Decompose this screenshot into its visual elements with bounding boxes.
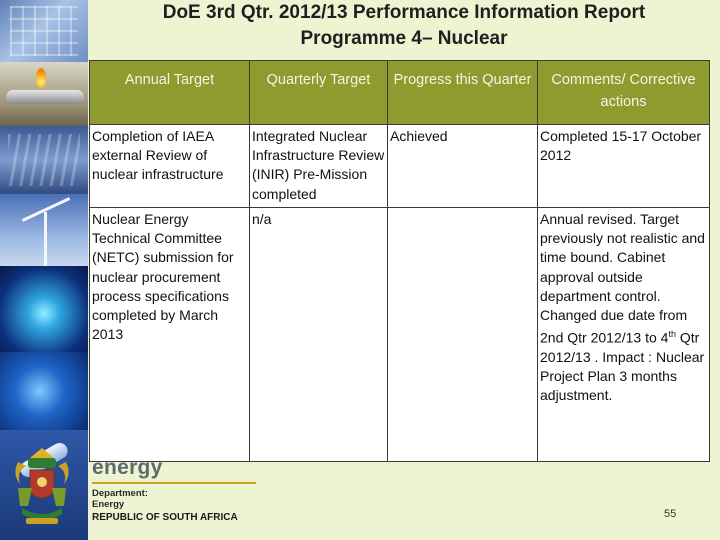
title-line-1: DoE 3rd Qtr. 2012/13 Performance Information Report xyxy=(162,2,646,23)
cell-progress xyxy=(388,208,538,462)
department-label: Department: xyxy=(92,488,148,499)
header-quarterly-target: Quarterly Target xyxy=(250,61,388,125)
page-number: 55 xyxy=(664,508,677,520)
coat-of-arms-icon xyxy=(8,444,76,530)
gas-pipeline-photo xyxy=(0,62,88,126)
cell-progress: Achieved xyxy=(388,125,538,208)
cell-quarterly-target: Integrated Nuclear Infrastructure Review (INIR) Pre-Mission completed xyxy=(250,125,388,208)
title-line-2: Programme 4– Nuclear xyxy=(300,28,508,49)
cell-annual-target: Nuclear Energy Technical Committee (NETC) submission for nuclear procurement process specifications completed by March 2013 xyxy=(90,208,250,462)
comments-superscript: th xyxy=(668,329,676,340)
country-name: REPUBLIC OF SOUTH AFRICA xyxy=(92,512,238,523)
performance-table xyxy=(89,60,710,462)
table-row xyxy=(90,125,710,208)
cell-quarterly-target: n/a xyxy=(250,208,388,462)
department-name: Energy xyxy=(92,499,125,510)
energy-glow-photo xyxy=(0,266,88,352)
header-comments: Comments/ Corrective actions xyxy=(538,61,710,125)
header-progress: Progress this Quarter xyxy=(388,61,538,125)
page-title xyxy=(88,0,720,52)
solar-panel-photo xyxy=(0,0,88,62)
gas-flame-photo xyxy=(0,352,88,430)
wind-turbine-photo xyxy=(0,194,88,266)
header-annual-target: Annual Target xyxy=(90,61,250,125)
table-row xyxy=(90,208,710,462)
brand-divider xyxy=(92,482,256,484)
comments-text-2: Qtr 2012/13 . Impact : Nuclear Project Plan 3 months adjustment. xyxy=(540,329,705,404)
department-branding xyxy=(92,456,256,524)
comments-text-1: Annual revised. Target previously not realistic and time bound. Cabinet approval outside department control. Changed due date from 2nd Qtr 2012/13 to 4 xyxy=(540,211,705,346)
power-lines-photo xyxy=(0,126,88,194)
table-header-row xyxy=(90,61,710,125)
cell-comments: Completed 15-17 October 2012 xyxy=(538,125,710,208)
cell-annual-target: Completion of IAEA external Review of nuclear infrastructure xyxy=(90,125,250,208)
brand-word: energy xyxy=(92,456,163,479)
cell-comments xyxy=(538,208,710,462)
